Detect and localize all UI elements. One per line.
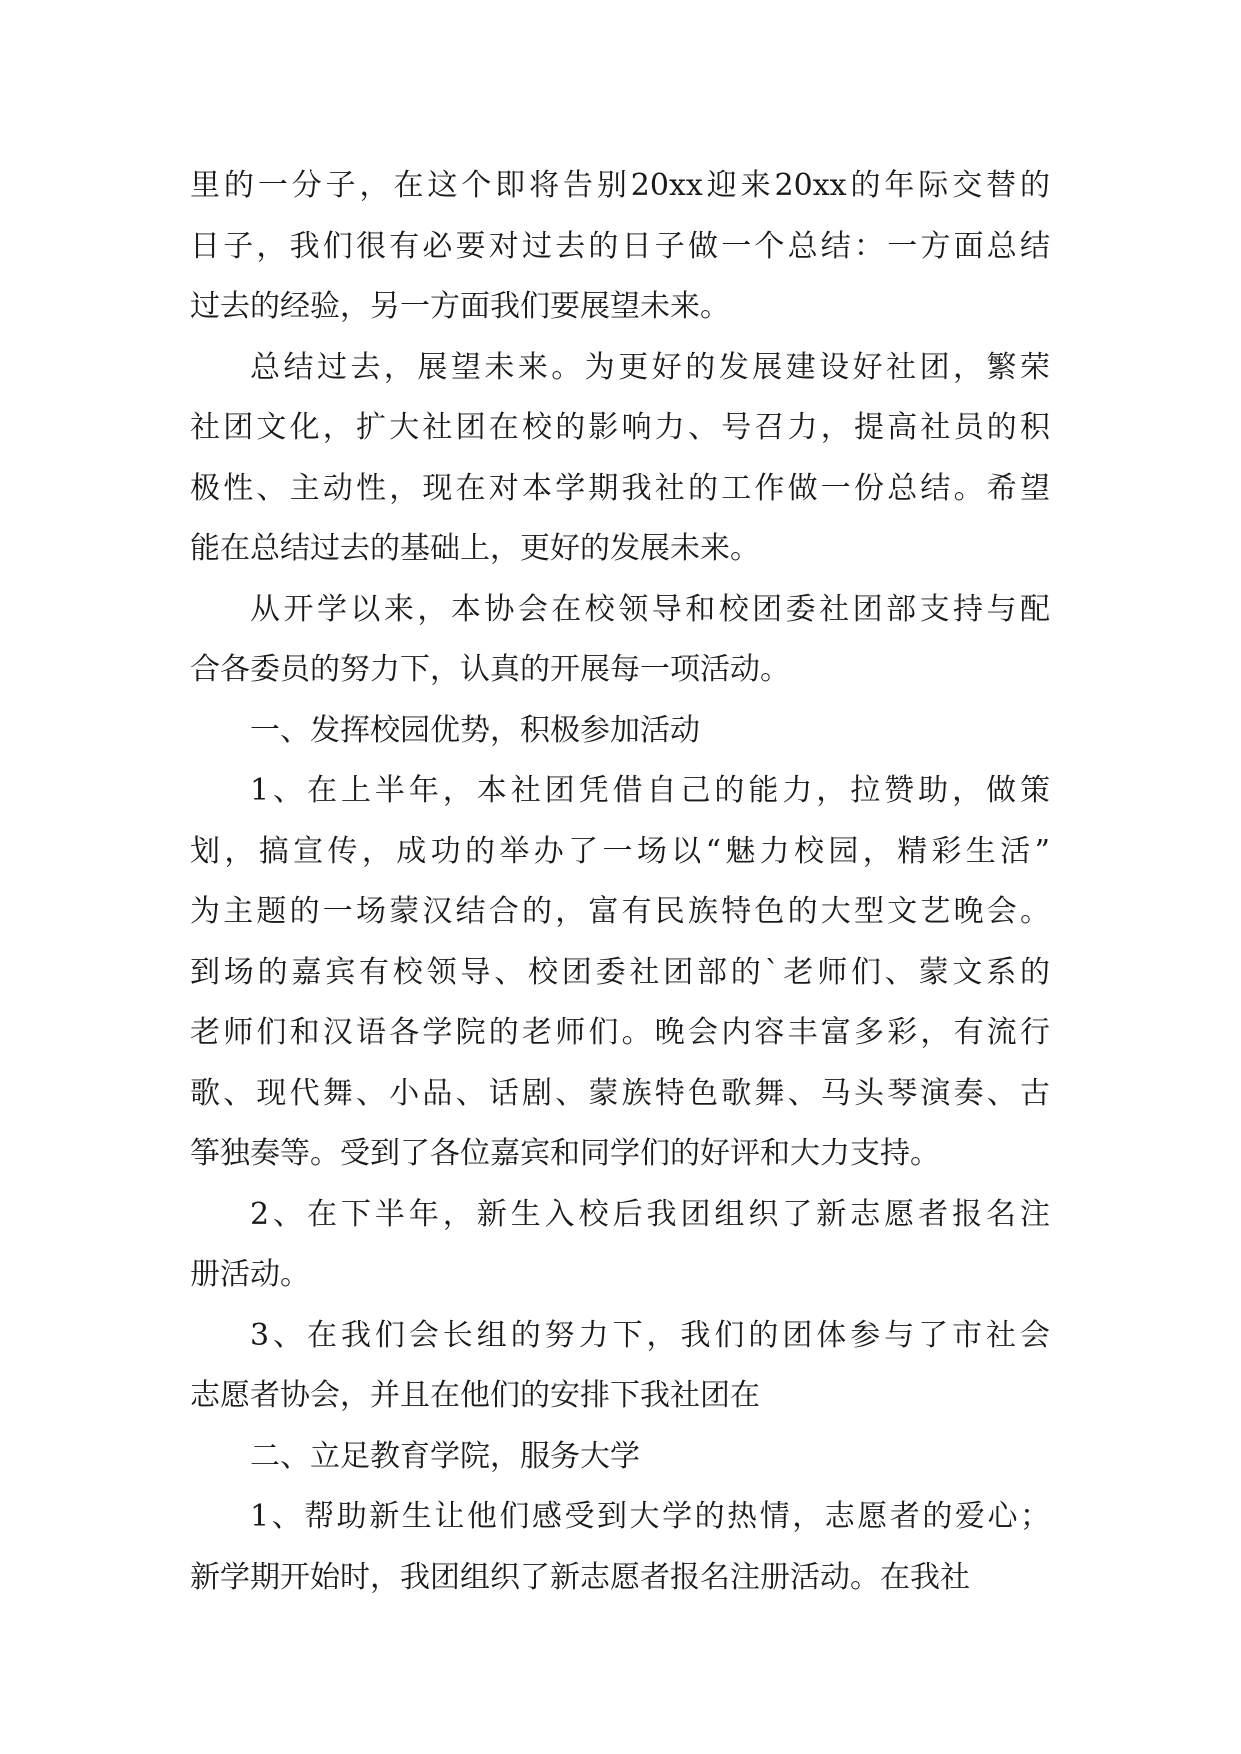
text-line: 社团文化，扩大社团在校的影响力、号召力，提高社员的积 — [190, 410, 1050, 445]
text-line: 总结过去，展望未来。为更好的发展建设好社团，繁荣 — [250, 349, 1050, 385]
paragraph-p2 — [190, 338, 1050, 580]
paragraph-p6 — [190, 1185, 1050, 1306]
paragraph-p8 — [190, 1427, 1050, 1488]
paragraph-p1 — [190, 156, 1050, 338]
text-line: 极性、主动性，现在对本学期我社的工作做一份总结。希望 — [190, 470, 1050, 506]
text-line: 3、在我们会长组的努力下，我们的团体参与了市社会 — [250, 1317, 1050, 1353]
paragraph-p9 — [190, 1487, 1050, 1608]
text-line: 筝独奏等。受到了各位嘉宾和同学们的好评和大力支持。 — [190, 1136, 940, 1171]
text-line: 一、发挥校园优势，积极参加活动 — [250, 712, 700, 748]
paragraph-p7 — [190, 1306, 1050, 1427]
text-line: 志愿者协会，并且在他们的安排下我社团在 — [190, 1378, 760, 1413]
text-line: 2、在下半年，新生入校后我团组织了新志愿者报名注 — [250, 1196, 1050, 1232]
text-line: 合各委员的努力下，认真的开展每一项活动。 — [190, 652, 790, 687]
text-line: 为主题的一场蒙汉结合的，富有民族特色的大型文艺晚会。 — [190, 894, 1050, 929]
text-line: 过去的经验，另一方面我们要展望未来。 — [190, 289, 730, 324]
text-line: 册活动。 — [190, 1257, 310, 1292]
text-line: 里的一分子，在这个即将告别20xx迎来20xx的年际交替的 — [190, 168, 1050, 203]
text-line: 1、帮助新生让他们感受到大学的热情，志愿者的爱心； — [250, 1499, 1050, 1534]
text-line: 能在总结过去的基础上，更好的发展未来。 — [190, 531, 760, 566]
text-line: 从开学以来，本协会在校领导和校团委社团部支持与配 — [250, 591, 1050, 627]
text-line: 1、在上半年，本社团凭借自己的能力，拉赞助，做策 — [250, 773, 1050, 808]
text-line: 新学期开始时，我团组织了新志愿者报名注册活动。在我社 — [190, 1559, 970, 1595]
text-line: 老师们和汉语各学院的老师们。晚会内容丰富多彩，有流行 — [190, 1015, 1050, 1050]
paragraph-p4 — [190, 701, 1050, 762]
text-line: 日子，我们很有必要对过去的日子做一个总结：一方面总结 — [190, 228, 1050, 264]
text-line: 划，搞宣传，成功的举办了一场以“魅力校园，精彩生活” — [190, 833, 1050, 869]
document-body — [190, 156, 1050, 1608]
paragraph-p5 — [190, 761, 1050, 1185]
text-line: 到场的嘉宾有校领导、校团委社团部的`老师们、蒙文系的 — [190, 954, 1050, 990]
text-line: 歌、现代舞、小品、话剧、蒙族特色歌舞、马头琴演奏、古 — [190, 1075, 1050, 1111]
paragraph-p3 — [190, 580, 1050, 701]
text-line: 二、立足教育学院，服务大学 — [250, 1438, 640, 1474]
